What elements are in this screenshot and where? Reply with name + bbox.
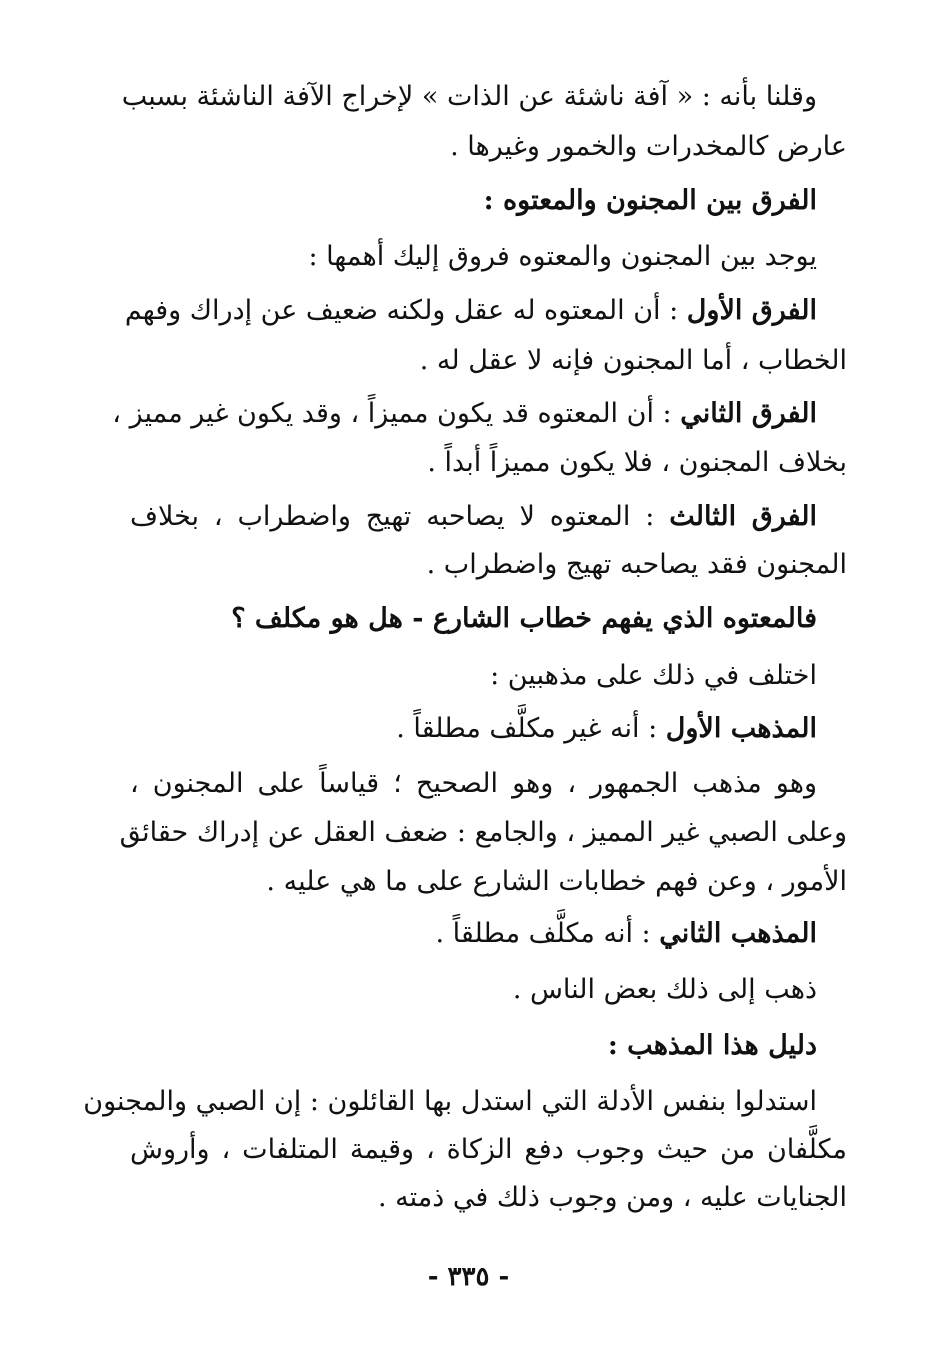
school-first-label: المذهب الأول (665, 713, 817, 744)
body-line: الخطاب ، أما المجنون فإنه لا عقل له . (419, 345, 847, 376)
difference-first (124, 291, 817, 331)
difference-second-label: الفرق الثاني (680, 398, 817, 429)
body-line: يوجد بين المجنون والمعتوه فروق إليك أهمها : (308, 241, 817, 272)
school-second (130, 914, 817, 954)
section-heading: الفرق بين المجنون والمعتوه : (483, 185, 817, 216)
school-first (130, 709, 817, 749)
school-second-text: : أنه مكلَّف مطلقاً . (435, 918, 660, 949)
body-line: مكلَّفان من حيث وجوب دفع الزكاة ، وقيمة المتلفات ، وأروش (130, 1134, 847, 1165)
body-line: عارض كالمخدرات والخمور وغيرها . (450, 131, 847, 162)
body-line: اختلف في ذلك على مذهبين : (490, 660, 817, 691)
body-line: الجنايات عليه ، ومن وجوب ذلك في ذمته . (378, 1182, 847, 1213)
difference-third (130, 497, 817, 537)
school-second-label: المذهب الثاني (659, 918, 817, 949)
section-heading: دليل هذا المذهب : (607, 1030, 817, 1061)
body-line: وعلى الصبي غير المميز ، والجامع : ضعف العقل عن إدراك حقائق (119, 817, 847, 848)
difference-third-text: : المعتوه لا يصاحبه تهيج واضطراب ، بخلاف (130, 501, 670, 532)
body-line: بخلاف المجنون ، فلا يكون مميزاً أبداً . (427, 447, 847, 478)
difference-first-text: : أن المعتوه له عقل ولكنه ضعيف عن إدراك وفهم (124, 295, 687, 326)
difference-third-label: الفرق الثالث (669, 501, 817, 532)
body-line: ذهب إلى ذلك بعض الناس . (512, 974, 817, 1005)
section-heading: فالمعتوه الذي يفهم خطاب الشارع - هل هو مكلف ؟ (231, 603, 817, 634)
body-line: المجنون فقد يصاحبه تهيج واضطراب . (426, 549, 847, 580)
difference-first-label: الفرق الأول (686, 295, 817, 326)
page-number: - ٣٣٥ - (427, 1262, 510, 1292)
body-line: وقلنا بأنه : « آفة ناشئة عن الذات » لإخراج الآفة الناشئة بسبب (121, 81, 817, 112)
difference-second-text: : أن المعتوه قد يكون مميزاً ، وقد يكون غير مميز ، (112, 398, 681, 429)
body-line: الأمور ، وعن فهم خطابات الشارع على ما هي عليه . (266, 866, 847, 897)
difference-second (112, 394, 817, 434)
school-first-text: : أنه غير مكلَّف مطلقاً . (396, 713, 666, 744)
body-line: وهو مذهب الجمهور ، وهو الصحيح ؛ قياساً على المجنون ، (130, 768, 817, 799)
body-line: استدلوا بنفس الأدلة التي استدل بها القائلون : إن الصبي والمجنون (83, 1086, 817, 1117)
